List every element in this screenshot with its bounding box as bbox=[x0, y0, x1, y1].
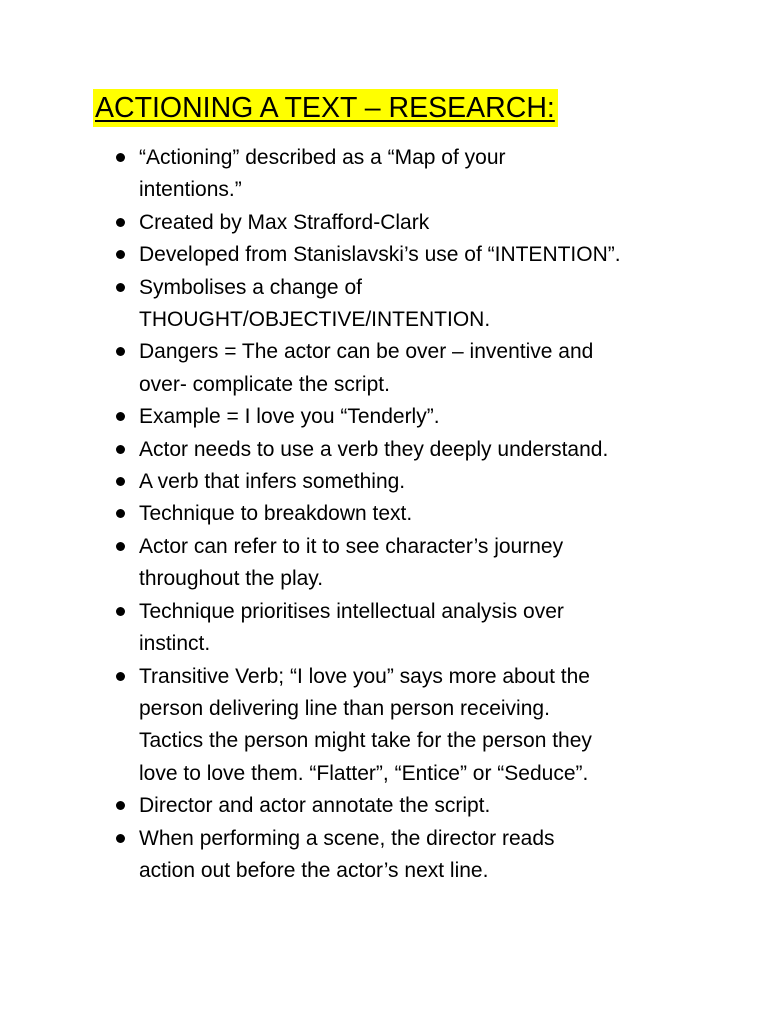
bullet-text-line: Actor needs to use a verb they deeply understand. bbox=[139, 437, 609, 461]
bullet-text-line: throughout the play. bbox=[139, 567, 324, 591]
bullet-text-line: THOUGHT/OBJECTIVE/INTENTION. bbox=[139, 308, 491, 332]
bullet-text-line: “Actioning” described as a “Map of your bbox=[139, 146, 506, 169]
bullet-text-line: over- complicate the script. bbox=[139, 372, 390, 396]
bullet-text-line: Director and actor annotate the script. bbox=[139, 794, 491, 818]
bullet-icon bbox=[116, 801, 125, 810]
list-item bbox=[0, 239, 699, 271]
bullet-icon bbox=[116, 347, 125, 356]
bullet-icon bbox=[116, 250, 125, 259]
bullet-icon bbox=[116, 153, 125, 162]
bullet-text-line: A verb that infers something. bbox=[139, 470, 406, 494]
bullet-text-line: person delivering line than person receiving. bbox=[139, 696, 550, 720]
bullet-text-line: Dangers = The actor can be over – inventive and bbox=[139, 340, 594, 364]
bullet-icon bbox=[116, 607, 125, 616]
bullet-icon bbox=[116, 218, 125, 227]
bullet-icon bbox=[116, 542, 125, 551]
bullet-text-line: intentions.” bbox=[139, 178, 242, 202]
list-item bbox=[0, 498, 699, 530]
bullet-list bbox=[0, 142, 699, 887]
bullet-text-line: Technique prioritises intellectual analysis over bbox=[139, 599, 564, 623]
bullet-text-line: Example = I love you “Tenderly”. bbox=[139, 405, 440, 429]
list-item bbox=[0, 336, 699, 401]
bullet-text-line: action out before the actor’s next line. bbox=[139, 858, 489, 882]
bullet-text-line: Transitive Verb; “I love you” says more about the bbox=[139, 664, 590, 688]
list-item bbox=[0, 531, 699, 596]
list-item bbox=[0, 466, 699, 498]
list-item bbox=[0, 596, 699, 661]
bullet-text-line: instinct. bbox=[139, 632, 211, 656]
list-item bbox=[0, 434, 699, 466]
bullet-icon bbox=[116, 834, 125, 843]
list-item bbox=[0, 142, 699, 207]
bullet-icon bbox=[116, 445, 125, 454]
list-item bbox=[0, 823, 699, 888]
list-item bbox=[0, 401, 699, 433]
page-title: ACTIONING A TEXT – RESEARCH: bbox=[93, 89, 558, 127]
list-item bbox=[0, 790, 699, 822]
bullet-text-line: Tactics the person might take for the person they bbox=[139, 729, 592, 753]
bullet-text-line: Symbolises a change of bbox=[139, 275, 362, 299]
bullet-icon bbox=[116, 283, 125, 292]
bullet-text-line: love to love them. “Flatter”, “Entice” or “Seduce”. bbox=[139, 761, 589, 785]
bullet-icon bbox=[116, 672, 125, 681]
bullet-icon bbox=[116, 477, 125, 486]
bullet-text-line: Developed from Stanislavski’s use of “INTENTION”. bbox=[139, 243, 621, 267]
bullet-icon bbox=[116, 412, 125, 421]
list-item bbox=[0, 272, 699, 337]
bullet-text-line: Actor can refer to it to see character’s journey bbox=[139, 534, 564, 558]
bullet-text-line: Technique to breakdown text. bbox=[139, 502, 413, 526]
list-item bbox=[0, 661, 699, 791]
bullet-text-line: When performing a scene, the director reads bbox=[139, 826, 555, 850]
bullet-text-line: Created by Max Strafford-Clark bbox=[139, 210, 430, 234]
bullet-icon bbox=[116, 509, 125, 518]
list-item bbox=[0, 207, 699, 239]
